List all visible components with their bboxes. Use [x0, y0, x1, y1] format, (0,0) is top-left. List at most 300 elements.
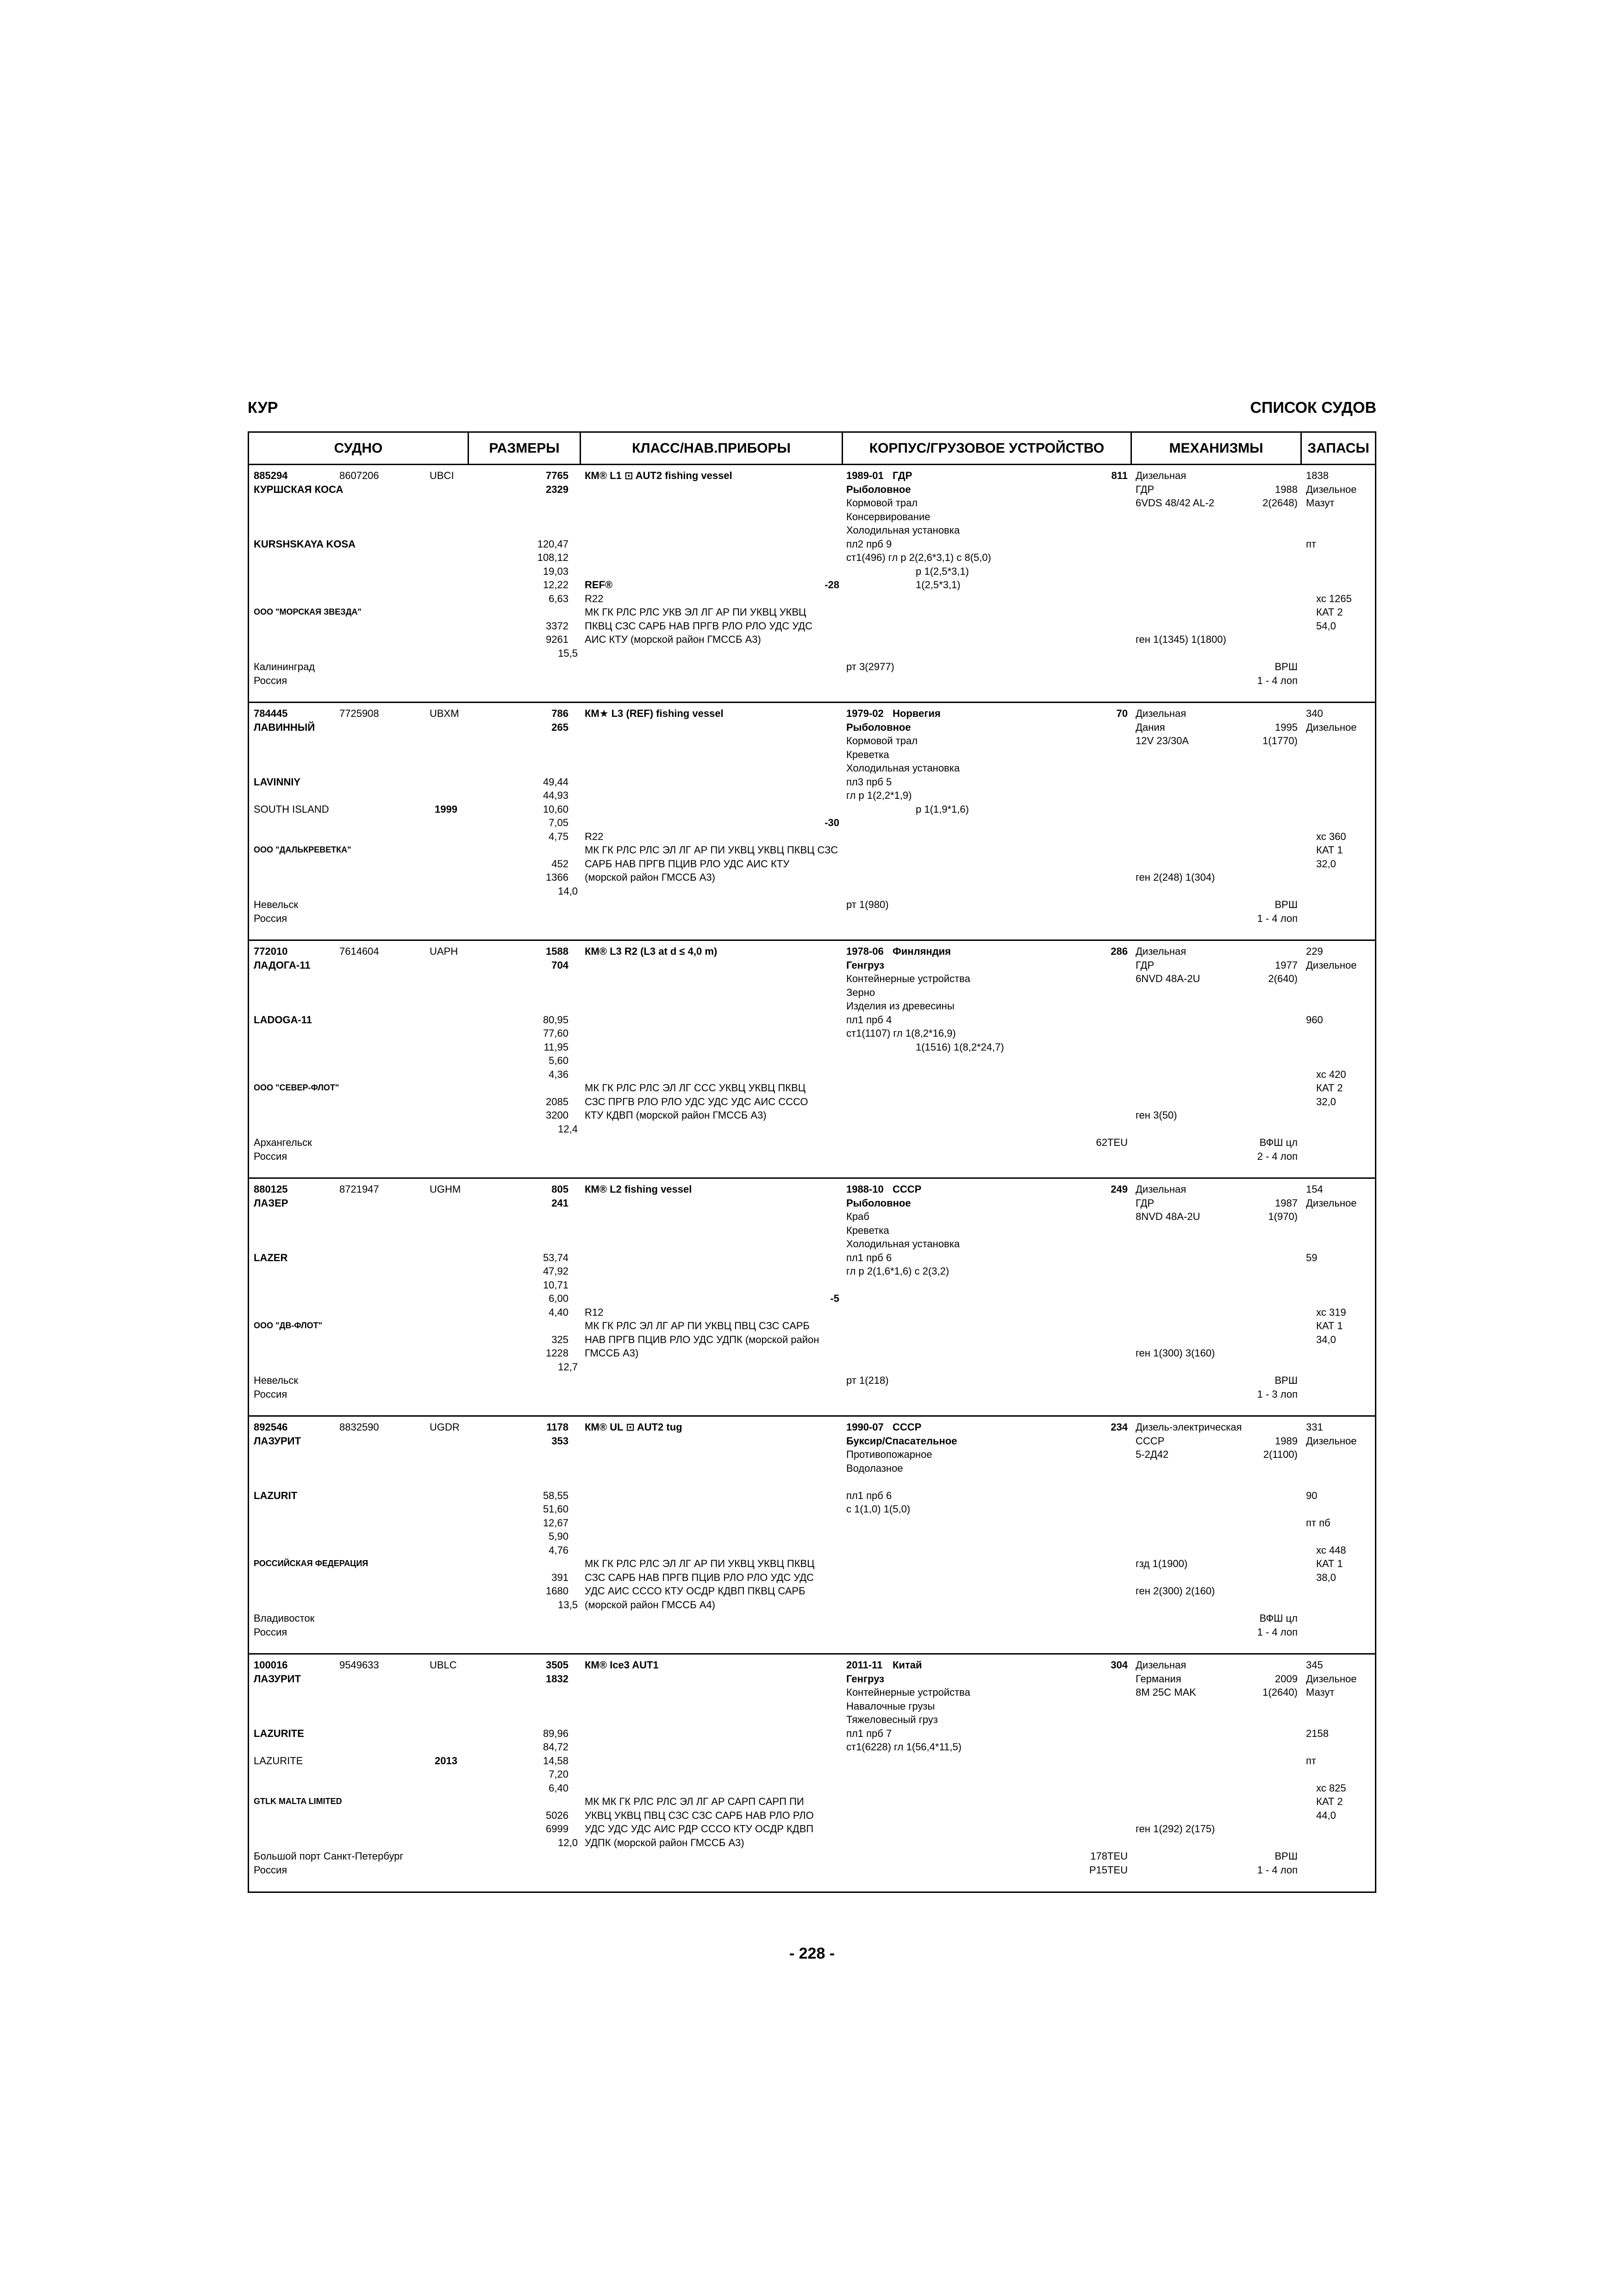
dimension-value: 4,40 — [549, 1306, 568, 1318]
owner: ООО "ДАЛЬКРЕВЕТКА" — [254, 845, 351, 854]
lifeboat-stores: хс 319 — [1316, 1306, 1346, 1318]
refrigeration-class: REF® — [585, 579, 613, 591]
vessel-type: Рыболовное — [846, 1197, 911, 1209]
fuel-stores: Дизельное — [1306, 483, 1357, 495]
fuel-stores: Дизельное — [1306, 721, 1357, 733]
engine-info: 6VDS 48/42 AL-2 — [1136, 497, 1215, 509]
lifeboat-stores: КАТ 2 — [1316, 1082, 1343, 1094]
former-name: LAZURITE — [254, 1755, 303, 1767]
register-number: 784445 — [254, 708, 288, 719]
stores-extra: пт пб — [1306, 1517, 1330, 1529]
ship-record — [249, 465, 1375, 703]
lifeboat-stores: хс 1265 — [1316, 592, 1352, 604]
vessel-type: Рыболовное — [846, 483, 911, 495]
engine-power: 1(970) — [1268, 1211, 1298, 1222]
dimension-value: 391 — [551, 1571, 568, 1583]
navigation-equipment: МК ГК РЛС ЭЛ ЛГ АР ПИ УКВЦ ПВЦ СЗС САРБ — [585, 1320, 810, 1332]
generators: ген 2(248) 1(304) — [1136, 871, 1215, 883]
lifeboat-stores: хс 825 — [1316, 1782, 1346, 1794]
vessel-type: Холодильная установка — [846, 524, 960, 536]
vessel-name: ЛАВИННЫЙ — [254, 721, 315, 733]
imo-number: 8721947 — [339, 1183, 379, 1195]
dimension-value: 12,67 — [543, 1517, 568, 1529]
stores-extra: 2158 — [1306, 1727, 1329, 1739]
engine-info: Германия — [1136, 1673, 1181, 1685]
container-capacity: 62TEU — [1096, 1137, 1128, 1148]
build-date: 1988-10 — [846, 1183, 884, 1195]
refrigeration-temperature: -30 — [824, 817, 839, 828]
build-country: СССР — [893, 1421, 922, 1433]
refrigerated-holds: рт 1(218) — [846, 1375, 889, 1386]
dimension-value: 5,60 — [549, 1055, 568, 1066]
build-date: 1989-01 — [846, 470, 884, 481]
refrigerated-holds: рт 3(2977) — [846, 661, 894, 672]
dimension-value: 4,36 — [549, 1068, 568, 1080]
engine-info: Дизельная — [1136, 470, 1187, 481]
column-header-class: КЛАСС/НАВ.ПРИБОРЫ — [632, 441, 791, 456]
engine-info: ГДР — [1136, 959, 1155, 971]
propeller-type: ВРШ — [1274, 1375, 1298, 1386]
build-country: Китай — [893, 1659, 922, 1671]
vessel-type: Буксир/Спасательное — [846, 1435, 957, 1447]
hold-description: 1(2,5*3,1) — [916, 579, 961, 591]
lifeboat-stores: 32,0 — [1316, 858, 1336, 870]
lifeboat-stores: КАТ 1 — [1316, 1320, 1343, 1332]
running-header-left: КУР — [248, 399, 278, 417]
engine-info: Дизель-электрическая — [1136, 1421, 1242, 1433]
vessel-latin-name: LAZURITE — [254, 1727, 304, 1739]
flag-country: Россия — [254, 1150, 287, 1162]
dimension-value: 1832 — [546, 1673, 568, 1685]
hull-number: 286 — [1111, 946, 1128, 957]
ship-register-table — [248, 431, 1376, 1893]
flag-country: Россия — [254, 1388, 287, 1400]
engine-power: 2(1100) — [1263, 1449, 1298, 1460]
hold-description: с 1(1,0) 1(5,0) — [846, 1503, 911, 1515]
vessel-latin-name: LAZER — [254, 1251, 288, 1263]
imo-number: 8832590 — [339, 1421, 379, 1433]
ship-record — [249, 1179, 1375, 1417]
fuel-stores: 154 — [1306, 1183, 1323, 1195]
build-date: 1978-06 — [846, 946, 884, 957]
navigation-equipment: СЗС САРБ НАВ ПРГВ ПЦИВ РЛО РЛО УДС УДС — [585, 1571, 814, 1583]
call-sign: UBLC — [430, 1659, 457, 1671]
stores-extra: пт — [1306, 538, 1316, 550]
vessel-type: Контейнерные устройства — [846, 973, 970, 984]
dimension-value: 12,0 — [558, 1836, 578, 1848]
dimension-value: 3505 — [546, 1659, 568, 1671]
navigation-equipment: ГМССБ А3) — [585, 1347, 639, 1359]
container-capacity: 178TEU — [1090, 1850, 1128, 1862]
dimension-value: 19,03 — [543, 565, 568, 577]
dimension-value: 120,47 — [537, 538, 568, 550]
engine-info: ГДР — [1136, 1197, 1155, 1209]
fuel-stores: Дизельное — [1306, 1673, 1357, 1685]
vessel-latin-name: KURSHSKAYA KOSA — [254, 538, 356, 550]
dimension-value: 1588 — [546, 946, 568, 957]
navigation-equipment: МК ГК РЛС РЛС ЭЛ ЛГ ССС УКВЦ УКВЦ ПКВЦ — [585, 1082, 806, 1094]
home-port: Калининград — [254, 661, 315, 672]
build-date: 1990-07 — [846, 1421, 884, 1433]
propeller-blades: 1 - 4 лоп — [1257, 1864, 1298, 1876]
vessel-type: Холодильная установка — [846, 1238, 960, 1250]
dimension-value: 49,44 — [543, 776, 568, 788]
propeller-blades: 1 - 4 лоп — [1257, 674, 1298, 686]
dimension-value: 7,20 — [549, 1768, 568, 1780]
generators: ген 1(1345) 1(1800) — [1136, 634, 1226, 645]
lifeboat-stores: 38,0 — [1316, 1571, 1336, 1583]
dimension-value: 58,55 — [543, 1489, 568, 1501]
engine-power: 2(2648) — [1262, 497, 1298, 509]
refrigerated-holds: рт 1(980) — [846, 899, 889, 910]
hull-number: 234 — [1111, 1421, 1128, 1433]
hold-description: ст1(6228) гл 1(56,4*11,5) — [846, 1741, 962, 1753]
running-header-right: СПИСОК СУДОВ — [1250, 399, 1376, 417]
dimension-value: 1228 — [546, 1347, 568, 1359]
owner: GTLK MALTA LIMITED — [254, 1797, 342, 1806]
refrigerant: R22 — [585, 592, 604, 604]
navigation-equipment: МК ГК РЛС РЛС УКВ ЭЛ ЛГ АР ПИ УКВЦ УКВЦ — [585, 606, 806, 618]
hull-number: 249 — [1111, 1183, 1128, 1195]
class-notation: КМ★ L3 (REF) fishing vessel — [585, 708, 724, 719]
dimension-value: 241 — [551, 1197, 568, 1209]
dimension-value: 14,0 — [558, 885, 578, 897]
propeller-blades: 2 - 4 лоп — [1257, 1150, 1298, 1162]
ship-record — [249, 941, 1375, 1179]
fuel-stores: Дизельное — [1306, 1197, 1357, 1209]
lifeboat-stores: 44,0 — [1316, 1809, 1336, 1821]
propeller-type: ВФШ цл — [1259, 1137, 1298, 1148]
dimension-value: 1366 — [546, 871, 568, 883]
dimension-value: 6,00 — [549, 1293, 568, 1304]
ship-record — [249, 703, 1375, 941]
home-port: Большой порт Санкт-Петербург — [254, 1850, 404, 1862]
vessel-latin-name: LAVINNIY — [254, 776, 301, 788]
dimension-value: 786 — [551, 708, 568, 719]
dimension-value: 10,71 — [543, 1279, 568, 1291]
dimension-value: 12,4 — [558, 1123, 578, 1135]
build-country: Финляндия — [893, 946, 951, 957]
dimension-value: 47,92 — [543, 1265, 568, 1277]
navigation-equipment: (морской район ГМССБ А3) — [585, 871, 715, 883]
vessel-type: Кормовой трал — [846, 497, 918, 509]
refrigerant: R22 — [585, 830, 604, 842]
dimension-value: 44,93 — [543, 790, 568, 801]
engine-info: 5-2Д42 — [1136, 1449, 1169, 1460]
shaft-generator: гзд 1(1900) — [1136, 1558, 1188, 1569]
flag-country: Россия — [254, 912, 287, 924]
propeller-type: ВФШ цл — [1259, 1612, 1298, 1624]
navigation-equipment: САРБ НАВ ПРГВ ПЦИВ РЛО УДС АИС КТУ — [585, 858, 790, 870]
dimension-value: 89,96 — [543, 1727, 568, 1739]
container-capacity: P15TEU — [1089, 1864, 1128, 1876]
flag-country: Россия — [254, 1864, 287, 1876]
stores-extra: 59 — [1306, 1251, 1318, 1263]
stores-extra: пт — [1306, 1755, 1316, 1767]
dimension-value: 9261 — [546, 634, 568, 645]
engine-info: Дизельная — [1136, 946, 1187, 957]
register-number: 100016 — [254, 1659, 288, 1671]
propeller-blades: 1 - 4 лоп — [1257, 912, 1298, 924]
dimension-value: 6,63 — [549, 592, 568, 604]
engine-power: 2(640) — [1268, 973, 1298, 984]
vessel-type: Креветка — [846, 748, 889, 760]
hold-description: р 1(2,5*3,1) — [916, 565, 969, 577]
call-sign: UAPH — [430, 946, 458, 957]
dimension-value: 12,7 — [558, 1361, 578, 1373]
hull-number: 811 — [1111, 470, 1128, 481]
register-number: 880125 — [254, 1183, 288, 1195]
dimension-value: 80,95 — [543, 1014, 568, 1026]
navigation-equipment: НАВ ПРГВ ПЦИВ РЛО УДС УДПК (морской район — [585, 1333, 819, 1345]
dimension-value: 15,5 — [558, 647, 578, 659]
dimension-value: 452 — [551, 858, 568, 870]
fuel-stores: Мазут — [1306, 1686, 1335, 1698]
flag-country: Россия — [254, 1626, 287, 1638]
dimension-value: 12,22 — [543, 579, 568, 591]
flag-country: Россия — [254, 674, 287, 686]
dimension-value: 704 — [551, 959, 568, 971]
fuel-stores: 340 — [1306, 708, 1323, 719]
hold-description: 1(1516) 1(8,2*24,7) — [916, 1041, 1004, 1053]
column-header-machinery: МЕХАНИЗМЫ — [1169, 441, 1263, 456]
navigation-equipment: УДС УДС УДС АИС РДР СССО КТУ ОСДР КДВП — [585, 1823, 814, 1835]
home-port: Невельск — [254, 1375, 298, 1386]
lifeboat-stores: КАТ 2 — [1316, 606, 1343, 618]
vessel-latin-name: LAZURIT — [254, 1489, 298, 1501]
column-header-vessel: СУДНО — [334, 441, 383, 456]
owner: ООО "ДВ-ФЛОТ" — [254, 1321, 323, 1330]
vessel-type: Навалочные грузы — [846, 1700, 935, 1712]
column-header-hull: КОРПУС/ГРУЗОВОЕ УСТРОЙСТВО — [869, 441, 1105, 456]
home-port: Архангельск — [254, 1137, 312, 1148]
engine-info: Дания — [1136, 721, 1165, 733]
class-notation: КМ® UL ⊡ AUT2 tug — [585, 1421, 682, 1433]
dimension-value: 84,72 — [543, 1741, 568, 1753]
hold-description: пл1 прб 4 — [846, 1014, 892, 1026]
hold-description: гл р 1(2,2*1,9) — [846, 790, 912, 801]
fuel-stores: 331 — [1306, 1421, 1323, 1433]
engine-power: 1(1770) — [1262, 735, 1298, 747]
lifeboat-stores: 54,0 — [1316, 620, 1336, 632]
dimension-value: 6999 — [546, 1823, 568, 1835]
engine-info: 6NVD 48A-2U — [1136, 973, 1200, 984]
dimension-value: 1680 — [546, 1585, 568, 1597]
vessel-name: ЛАЗЕР — [254, 1197, 288, 1209]
dimension-value: 6,40 — [549, 1782, 568, 1794]
generators: ген 2(300) 2(160) — [1136, 1585, 1215, 1597]
lifeboat-stores: хс 360 — [1316, 830, 1346, 842]
generators: ген 1(292) 2(175) — [1136, 1823, 1215, 1835]
dimension-value: 4,76 — [549, 1544, 568, 1556]
build-country: Норвегия — [893, 708, 941, 719]
dimension-value: 5026 — [546, 1809, 568, 1821]
vessel-type: Изделия из древесины — [846, 1000, 955, 1012]
table-header — [249, 433, 1375, 465]
lifeboat-stores: КАТ 2 — [1316, 1796, 1343, 1807]
imo-number: 7614604 — [339, 946, 379, 957]
imo-number: 9549633 — [339, 1659, 379, 1671]
generators: ген 1(300) 3(160) — [1136, 1347, 1215, 1359]
vessel-type: Генгруз — [846, 1673, 885, 1685]
hold-description: пл1 прб 7 — [846, 1727, 892, 1739]
fuel-stores: Мазут — [1306, 497, 1335, 509]
vessel-name: ЛАДОГА-11 — [254, 959, 311, 971]
hold-description: ст1(496) гл р 2(2,6*3,1) с 8(5,0) — [846, 552, 991, 563]
vessel-name: ЛАЗУРИТ — [254, 1435, 301, 1447]
navigation-equipment: КТУ КДВП (морской район ГМССБ А3) — [585, 1109, 767, 1121]
vessel-type: Креветка — [846, 1224, 889, 1236]
dimension-value: 2329 — [546, 483, 568, 495]
vessel-type: Генгруз — [846, 959, 885, 971]
build-date: 2011-11 — [846, 1659, 883, 1671]
dimension-value: 108,12 — [537, 552, 568, 563]
dimension-value: 77,60 — [543, 1027, 568, 1039]
dimension-value: 10,60 — [543, 803, 568, 815]
imo-number: 7725908 — [339, 708, 379, 719]
navigation-equipment: (морской район ГМССБ А4) — [585, 1599, 715, 1611]
engine-year: 1977 — [1275, 959, 1298, 971]
dimension-value: 805 — [551, 1183, 568, 1195]
vessel-type: Противопожарное — [846, 1449, 932, 1460]
stores-extra: 90 — [1306, 1489, 1318, 1501]
hold-description: р 1(1,9*1,6) — [916, 803, 969, 815]
call-sign: UBCI — [430, 470, 454, 481]
dimension-value: 5,90 — [549, 1531, 568, 1542]
refrigeration-temperature: -28 — [824, 579, 839, 591]
former-name-year: 1999 — [435, 803, 457, 815]
class-notation: КМ® L3 R2 (L3 at d ≤ 4,0 m) — [585, 946, 718, 957]
engine-year: 1995 — [1275, 721, 1298, 733]
propeller-type: ВРШ — [1274, 899, 1298, 910]
hold-description: пл1 прб 6 — [846, 1251, 892, 1263]
vessel-name: КУРШСКАЯ КОСА — [254, 483, 344, 495]
engine-info: Дизельная — [1136, 1183, 1187, 1195]
build-country: СССР — [893, 1183, 922, 1195]
propeller-blades: 1 - 4 лоп — [1257, 1626, 1298, 1638]
dimension-value: 265 — [551, 721, 568, 733]
navigation-equipment: УДПК (морской район ГМССБ А3) — [585, 1836, 744, 1848]
vessel-type: Контейнерные устройства — [846, 1686, 970, 1698]
lifeboat-stores: хс 420 — [1316, 1068, 1346, 1080]
dimension-value: 3200 — [546, 1109, 568, 1121]
refrigerant: R12 — [585, 1306, 604, 1318]
engine-info: 8M 25C MAK — [1136, 1686, 1196, 1698]
navigation-equipment: АИС КТУ (морской район ГМССБ А3) — [585, 634, 761, 645]
call-sign: UGDR — [430, 1421, 460, 1433]
engine-year: 1988 — [1275, 483, 1298, 495]
dimension-value: 7765 — [546, 470, 568, 481]
dimension-value: 325 — [551, 1333, 568, 1345]
hold-description: ст1(1107) гл 1(8,2*16,9) — [846, 1027, 956, 1039]
dimension-value: 4,75 — [549, 830, 568, 842]
former-name: SOUTH ISLAND — [254, 803, 329, 815]
vessel-type: Холодильная установка — [846, 762, 960, 774]
vessel-type: Водолазное — [846, 1462, 903, 1474]
engine-power: 1(2640) — [1262, 1686, 1298, 1698]
dimension-value: 11,95 — [543, 1041, 568, 1053]
register-number: 772010 — [254, 946, 288, 957]
dimension-value: 14,58 — [543, 1755, 568, 1767]
hull-number: 304 — [1111, 1659, 1128, 1671]
hold-description: гл р 2(1,6*1,6) с 2(3,2) — [846, 1265, 949, 1277]
vessel-type: Зерно — [846, 986, 875, 998]
class-notation: КМ® L1 ⊡ AUT2 fishing vessel — [585, 470, 732, 481]
propeller-type: ВРШ — [1274, 1850, 1298, 1862]
engine-year: 1989 — [1275, 1435, 1298, 1447]
navigation-equipment: СЗС ПРГВ РЛО РЛО УДС УДС УДС АИС СССО — [585, 1095, 808, 1108]
engine-info: 8NVD 48A-2U — [1136, 1211, 1200, 1222]
former-name-year: 2013 — [435, 1755, 457, 1767]
lifeboat-stores: 32,0 — [1316, 1095, 1336, 1108]
vessel-name: ЛАЗУРИТ — [254, 1673, 301, 1685]
imo-number: 8607206 — [339, 470, 379, 481]
navigation-equipment: МК МК ГК РЛС РЛС ЭЛ ЛГ АР САРП САРП ПИ — [585, 1796, 804, 1807]
vessel-type: Консервирование — [846, 510, 931, 523]
engine-year: 2009 — [1275, 1673, 1298, 1685]
vessel-type: Кормовой трал — [846, 735, 918, 747]
fuel-stores: 345 — [1306, 1659, 1323, 1671]
register-number: 892546 — [254, 1421, 288, 1433]
navigation-equipment: УКВЦ УКВЦ ПВЦ СЗС СЗС САРБ НАВ РЛО РЛО — [585, 1809, 814, 1821]
propeller-type: ВРШ — [1274, 661, 1298, 672]
engine-info: СССР — [1136, 1435, 1165, 1447]
fuel-stores: 1838 — [1306, 470, 1329, 481]
owner: ООО "СЕВЕР-ФЛОТ" — [254, 1083, 339, 1092]
ship-record — [249, 1417, 1375, 1655]
engine-info: Дизельная — [1136, 708, 1187, 719]
propeller-blades: 1 - 3 лоп — [1257, 1388, 1298, 1400]
dimension-value: 53,74 — [543, 1251, 568, 1263]
vessel-latin-name: LADOGA-11 — [254, 1014, 312, 1026]
stores-extra: 960 — [1306, 1014, 1323, 1026]
column-header-stores: ЗАПАСЫ — [1307, 441, 1369, 456]
register-number: 885294 — [254, 470, 288, 481]
vessel-type: Краб — [846, 1211, 869, 1222]
engine-info: 12V 23/30A — [1136, 735, 1189, 747]
dimension-value: 2085 — [546, 1095, 568, 1108]
home-port: Владивосток — [254, 1612, 315, 1624]
owner: РОССИЙСКАЯ ФЕДЕРАЦИЯ — [254, 1559, 369, 1568]
lifeboat-stores: КАТ 1 — [1316, 844, 1343, 856]
engine-info: ГДР — [1136, 483, 1155, 495]
lifeboat-stores: КАТ 1 — [1316, 1558, 1343, 1569]
engine-year: 1987 — [1275, 1197, 1298, 1209]
engine-info: Дизельная — [1136, 1659, 1187, 1671]
navigation-equipment: УДС АИС СССО КТУ ОСДР КДВП ПКВЦ САРБ — [585, 1585, 806, 1597]
class-notation: КМ® Ice3 AUT1 — [585, 1659, 659, 1671]
lifeboat-stores: хс 448 — [1316, 1544, 1346, 1556]
refrigeration-temperature: -5 — [830, 1293, 839, 1304]
navigation-equipment: МК ГК РЛС РЛС ЭЛ ЛГ АР ПИ УКВЦ УКВЦ ПКВЦ — [585, 1558, 815, 1569]
hold-description: пл3 прб 5 — [846, 776, 892, 788]
hold-description: пл1 прб 6 — [846, 1489, 892, 1501]
navigation-equipment: МК ГК РЛС РЛС ЭЛ ЛГ АР ПИ УКВЦ УКВЦ ПКВЦ СЗС — [585, 844, 838, 856]
build-country: ГДР — [893, 470, 912, 481]
build-date: 1979-02 — [846, 708, 884, 719]
fuel-stores: 229 — [1306, 946, 1323, 957]
page-number: - 228 - — [789, 1945, 835, 1962]
dimension-value: 3372 — [546, 620, 568, 632]
column-header-dimensions: РАЗМЕРЫ — [489, 441, 560, 456]
class-notation: КМ® L2 fishing vessel — [585, 1183, 692, 1195]
fuel-stores: Дизельное — [1306, 1435, 1357, 1447]
owner: ООО "МОРСКАЯ ЗВЕЗДА" — [254, 607, 362, 616]
lifeboat-stores: 34,0 — [1316, 1333, 1336, 1345]
hold-description: пл2 прб 9 — [846, 538, 892, 550]
ship-record — [249, 1655, 1375, 1892]
navigation-equipment: ПКВЦ СЗС САРБ НАВ ПРГВ РЛО РЛО УДС УДС — [585, 620, 813, 632]
